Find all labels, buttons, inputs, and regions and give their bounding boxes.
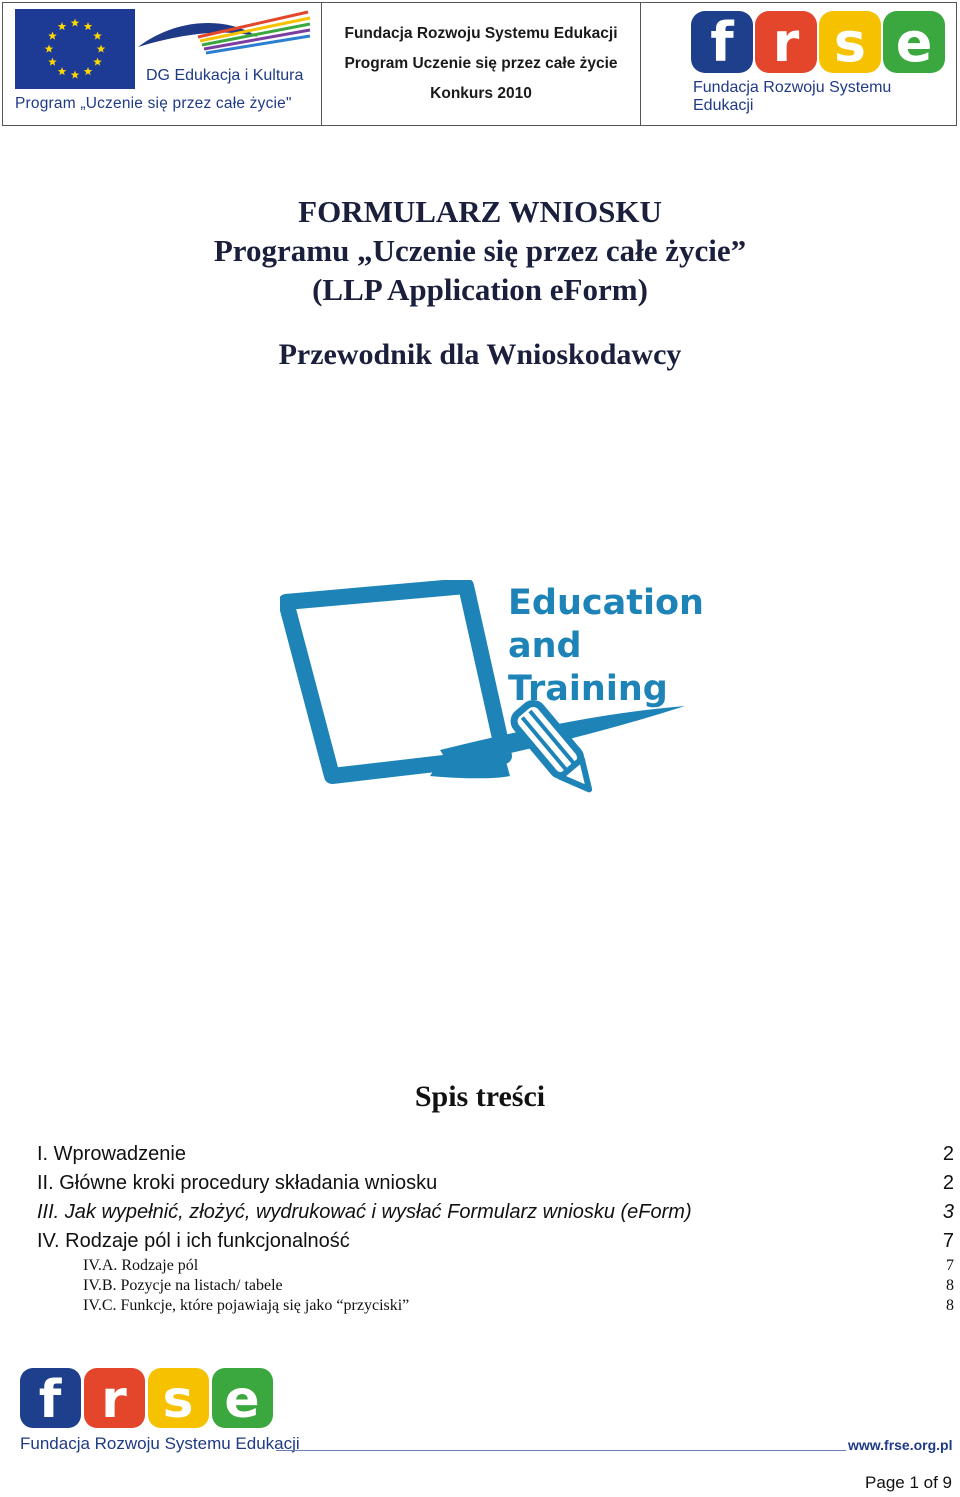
llp-program-caption: Program „Uczenie się przez całe życie" [15, 95, 292, 112]
toc-entry-label: IV. Rodzaje pól i ich funkcjonalność [37, 1230, 350, 1252]
header-center-text [321, 3, 640, 125]
svg-text:r: r [772, 11, 800, 74]
svg-text:s: s [162, 1370, 194, 1430]
toc-entry[interactable] [37, 1198, 954, 1227]
header-right-logo [640, 3, 956, 125]
toc-entry-page: 7 [942, 1230, 954, 1252]
footer-caption: Fundacja Rozwoju Systemu Edukacji [20, 1434, 300, 1453]
toc-entry-label: II. Główne kroki procedury składania wniosku [37, 1172, 438, 1194]
page-number: Page 1 of 9 [865, 1473, 952, 1492]
title-line-3: (LLP Application eForm) [312, 272, 648, 307]
frse-header-caption: Fundacja Rozwoju Systemu Edukacji [693, 79, 892, 114]
logo-text-and: and [508, 626, 582, 666]
toc-entry-page: 3 [942, 1201, 954, 1223]
toc-entry-label: IV.B. Pozycje na listach/ tabele [83, 1277, 283, 1294]
toc-heading: Spis treści [414, 1080, 546, 1113]
svg-text:f: f [38, 1370, 62, 1430]
toc-entry[interactable] [37, 1169, 954, 1198]
table-of-contents [37, 1140, 954, 1316]
toc-entry-page: 8 [946, 1297, 954, 1314]
title-line-1: FORMULARZ WNIOSKU [298, 194, 662, 229]
svg-text:e: e [224, 1370, 260, 1430]
document-header [2, 2, 957, 126]
dg-swoosh-icon [138, 7, 313, 67]
document-title [0, 192, 960, 309]
toc-entry-label: I. Wprowadzenie [37, 1143, 186, 1165]
header-line-1: Fundacja Rozwoju Systemu Edukacji [344, 25, 618, 42]
toc-entry[interactable] [37, 1140, 954, 1169]
header-left-logos [3, 3, 321, 125]
toc-subentry[interactable] [37, 1256, 954, 1276]
logo-text-education: Education [508, 583, 704, 623]
svg-text:e: e [895, 11, 933, 74]
toc-entry-label: IV.A. Rodzaje pól [83, 1257, 199, 1274]
toc-entry[interactable] [37, 1227, 954, 1256]
frse-footer-logo-icon [20, 1368, 276, 1430]
toc-entry-page: 7 [946, 1257, 954, 1274]
svg-text:s: s [833, 11, 867, 74]
document-subtitle: Przewodnik dla Wnioskodawcy [278, 338, 682, 371]
svg-text:f: f [710, 11, 734, 74]
toc-subentry[interactable] [37, 1276, 954, 1296]
toc-entry-page: 2 [942, 1172, 954, 1194]
footer-url-link[interactable]: www.frse.org.pl [848, 1437, 953, 1453]
frse-logo-icon [691, 11, 951, 81]
header-line-2: Program Uczenie się przez całe życie [344, 55, 618, 72]
toc-subentry[interactable] [37, 1296, 954, 1316]
footer-divider [276, 1450, 846, 1451]
toc-entry-page: 2 [942, 1143, 954, 1165]
title-line-2: Programu „Uczenie się przez całe życie” [213, 233, 747, 268]
toc-entry-label: IV.C. Funkcje, które pojawiają się jako “przyciski” [83, 1297, 410, 1314]
toc-entry-label: III. Jak wypełnić, złożyć, wydrukować i wysłać Formularz wniosku (eForm) [37, 1201, 692, 1223]
dg-caption: DG Edukacja i Kultura [146, 67, 304, 84]
toc-entry-page: 8 [946, 1277, 954, 1294]
header-line-3: Konkurs 2010 [430, 85, 532, 102]
svg-text:r: r [101, 1370, 127, 1430]
eu-flag-icon [15, 9, 135, 89]
logo-text-training: Training [508, 669, 668, 709]
